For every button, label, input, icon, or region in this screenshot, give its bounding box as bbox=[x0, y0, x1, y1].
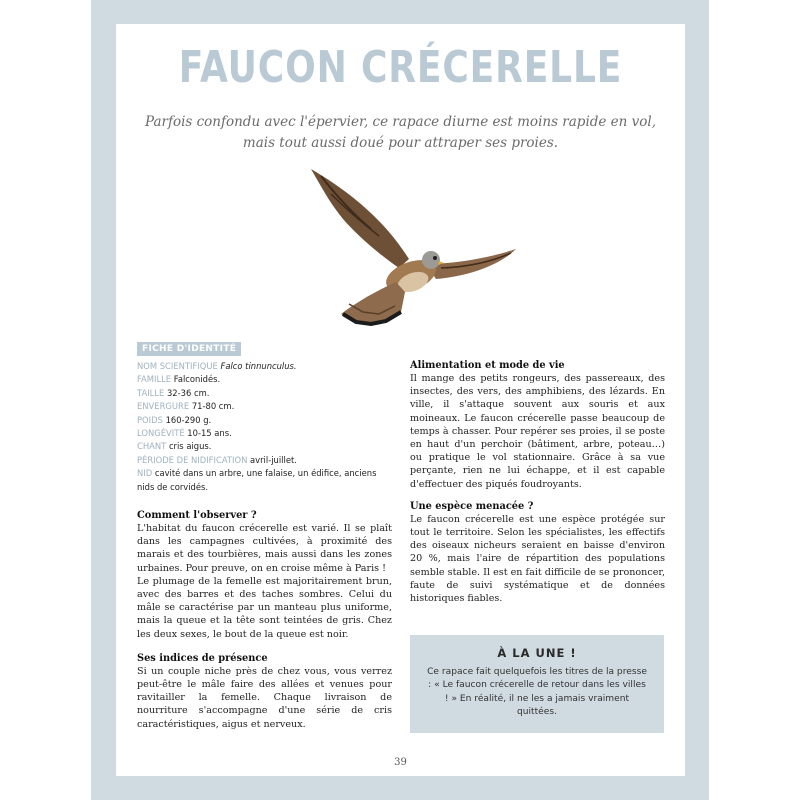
section-heading-observer: Comment l'observer ? bbox=[137, 510, 257, 521]
identity-row bbox=[137, 454, 382, 467]
identity-row bbox=[137, 373, 382, 386]
section-heading-menace: Une espèce menacée ? bbox=[410, 500, 534, 512]
identity-card-label: FICHE D'IDENTITÉ bbox=[137, 342, 241, 356]
section-paragraph: Si un couple niche près de chez vous, vous verrez peut-être le mâle faire des allées et venues pour ravitailler la femelle. Chaque livraison de nourriture s'accompagne d'une série de cris caractéristiques, aigus et nerveux. bbox=[137, 665, 392, 730]
identity-value: Falconidés. bbox=[173, 374, 221, 385]
identity-value: 32-36 cm. bbox=[166, 387, 210, 398]
page-number: 39 bbox=[394, 757, 407, 768]
callout-title: À LA UNE ! bbox=[497, 646, 577, 660]
subtitle-line-2: mais tout aussi doué pour attraper ses proies. bbox=[242, 135, 559, 151]
identity-value: 10-15 ans. bbox=[187, 428, 232, 439]
section-paragraph: Il mange des petits rongeurs, des passereaux, des insectes, des vers, des amphibiens, des lézards. En ville, il s'attaque souvent aux souris et aux moineaux. Le faucon crécerelle passe beaucoup de temps à chasser. Pour repérer ses proies, il se poste en haut d'un perchoir (bâtiment, arbre, poteau…) ou pratique le vol stationnaire. Grâce à sa vue perçante, rien ne lui échappe, et il est capable d'effectuer des piqués foudroyants. bbox=[410, 373, 665, 490]
book-page bbox=[116, 24, 685, 776]
identity-row bbox=[137, 440, 382, 453]
identity-value: 71-80 cm. bbox=[191, 401, 235, 412]
page-title: FAUCON CRÉCERELLE bbox=[178, 42, 623, 93]
identity-value: 160-290 g. bbox=[165, 414, 212, 425]
identity-card-list bbox=[137, 360, 382, 494]
section-heading-indices: Ses indices de présence bbox=[137, 652, 268, 664]
callout-box bbox=[410, 635, 664, 733]
identity-key: ENVERGURE bbox=[137, 401, 190, 412]
identity-key: PÉRIODE DE NIDIFICATION bbox=[137, 454, 248, 465]
right-column bbox=[410, 359, 665, 605]
identity-key: FAMILLE bbox=[137, 374, 172, 385]
identity-key: NOM SCIENTIFIQUE bbox=[137, 361, 218, 371]
identity-key: LONGÉVITÉ bbox=[137, 428, 185, 439]
identity-key: CHANT bbox=[137, 441, 167, 452]
callout-text: Ce rapace fait quelquefois les titres de la presse : « Le faucon crécerelle de retour dans les villes ! » En réalité, il ne les a jamais vraiment quittées. bbox=[427, 667, 647, 717]
identity-row bbox=[137, 387, 382, 400]
page-subtitle bbox=[136, 112, 665, 154]
subtitle-line-1: Parfois confondu avec l'épervier, ce rapace diurne est moins rapide en vol, bbox=[144, 114, 657, 130]
kestrel-illustration bbox=[301, 164, 521, 329]
identity-value: Falco tinnunculus. bbox=[220, 361, 297, 371]
identity-key: TAILLE bbox=[137, 387, 165, 398]
identity-value: avril-juillet. bbox=[250, 454, 297, 465]
left-column bbox=[137, 509, 392, 731]
identity-row bbox=[137, 467, 382, 494]
section-paragraph: Le plumage de la femelle est majoritairement brun, avec des barres et des taches sombres. Celui du mâle se caractérise par un manteau plus uniforme, mais la queue et la tête sont teintées de gris. Chez les deux sexes, le bout de la queue est noir. bbox=[137, 575, 392, 640]
identity-row bbox=[137, 427, 382, 440]
identity-value: cris aigus. bbox=[168, 441, 212, 452]
section-heading-alimentation: Alimentation et mode de vie bbox=[410, 360, 565, 371]
section-paragraph: L'habitat du faucon crécerelle est varié. Il se plaît dans les campagnes cultivées, à proximité des marais et des tourbières, mais aussi dans les zones urbaines. Pour preuve, on en croise même à Paris ! bbox=[137, 523, 392, 574]
identity-value: cavité dans un arbre, une falaise, un édifice, anciens nids de corvidés. bbox=[137, 468, 377, 492]
identity-key: NID bbox=[137, 468, 153, 479]
identity-row bbox=[137, 414, 382, 427]
identity-row bbox=[137, 400, 382, 413]
identity-key: POIDS bbox=[137, 414, 163, 425]
identity-row bbox=[137, 360, 382, 373]
section-paragraph: Le faucon crécerelle est une espèce protégée sur tout le territoire. Selon les spécialistes, les effectifs des oiseaux nicheurs seraient en baisse d'environ 20 %, mais l'aire de répartition des populations semble stable. Il est en fait difficile de se prononcer, faute de suivi systématique et de données historiques fiables. bbox=[410, 513, 665, 605]
